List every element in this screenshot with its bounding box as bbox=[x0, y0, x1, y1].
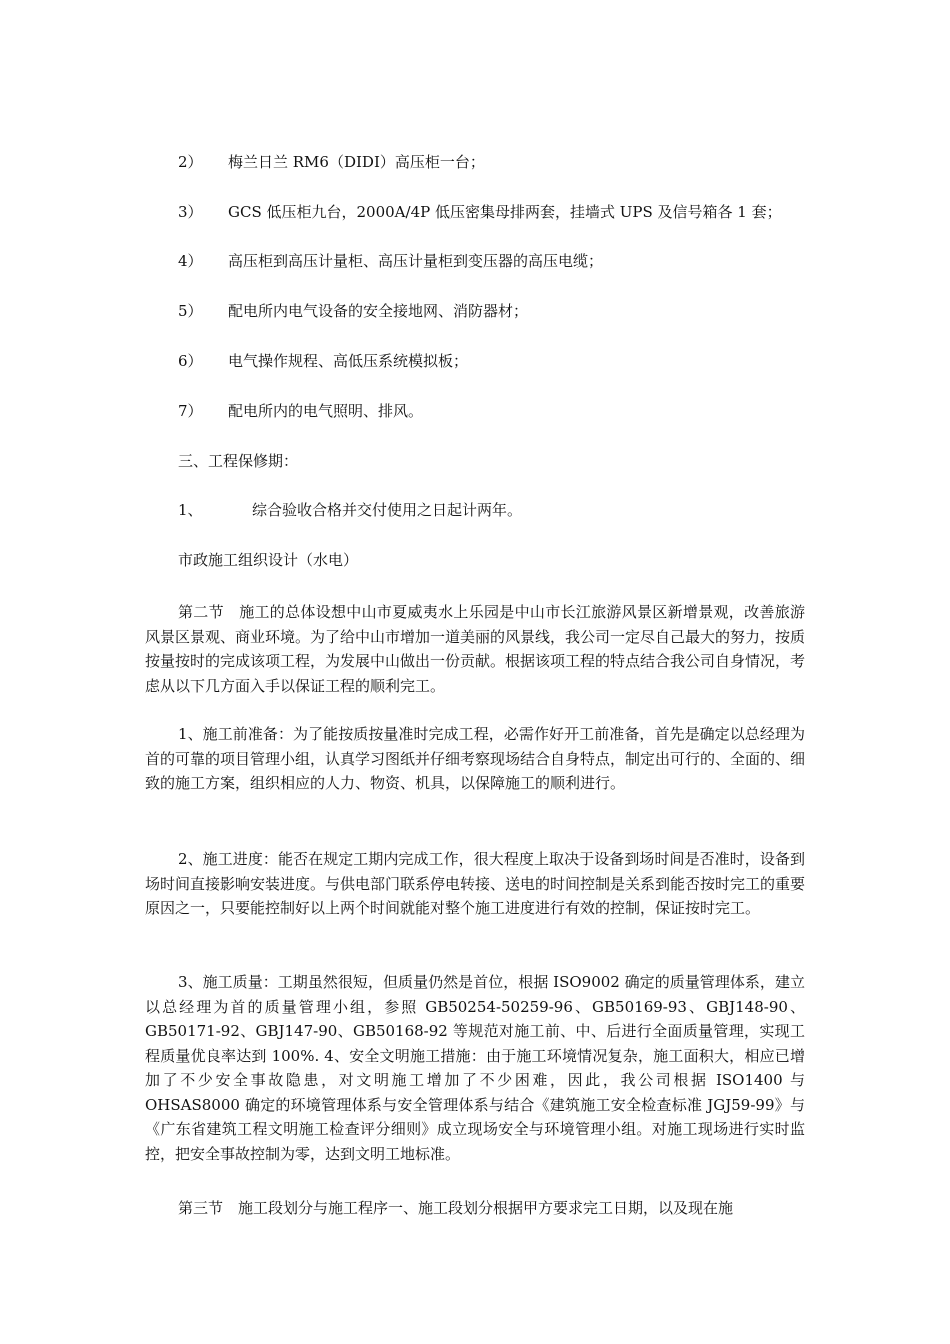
warranty-item-number: 1、 bbox=[178, 501, 203, 519]
warranty-item bbox=[178, 500, 522, 520]
list-item-text: 配电所内的电气照明、排风。 bbox=[228, 402, 424, 420]
paragraph-quality: 3、施工质量：工期虽然很短，但质量仍然是首位，根据 ISO9002 确定的质量管理体系，建立以总经理为首的质量管理小组，参照 GB50254-50259-96、GB50169-93、GBJ148-90、GB50171-92、GBJ147-90、GB50168-92 等规范对施工前、中、后进行全面质量管理，实现工程质量优良率达到 100%. 4、安全文明施工措施：由于施工环境情况复杂，施工面积大，相应已增加了不少安全事故隐患，对文明施工增加了不少困难，因此，我公司根据 ISO1400 与 OHSAS8000 确定的环境管理体系与安全管理体系与结合《建筑施工安全检查标准 JGJ59-99》与《广东省建筑工程文明施工检查评分细则》成立现场安全与环境管理小组。对施工现场进行实时监控，把安全事故控制为零，达到文明工地标准。 bbox=[145, 973, 805, 1163]
list-item-number: 5） bbox=[178, 302, 203, 320]
list-item bbox=[178, 401, 423, 421]
design-title: 市政施工组织设计（水电） bbox=[178, 551, 359, 569]
list-item-text: 配电所内电气设备的安全接地网、消防器材； bbox=[228, 302, 529, 320]
list-item-text: 梅兰日兰 RM6（DIDI）高压柜一台； bbox=[228, 153, 485, 171]
list-item-text: 高压柜到高压计量柜、高压计量柜到变压器的高压电缆； bbox=[228, 252, 604, 270]
list-item-text: 电气操作规程、高低压系统模拟板； bbox=[228, 352, 469, 370]
paragraph-preparation: 1、施工前准备：为了能按质按量准时完成工程，必需作好开工前准备，首先是确定以总经理为首的可靠的项目管理小组，认真学习图纸并仔细考察现场结合自身特点，制定出可行的、全面的、细致的施工方案，组织相应的人力、物资、机具，以保障施工的顺利进行。 bbox=[145, 725, 806, 792]
list-item bbox=[178, 301, 528, 321]
list-item-number: 7） bbox=[178, 402, 203, 420]
paragraph-progress: 2、施工进度：能否在规定工期内完成工作，很大程度上取决于设备到场时间是否准时，设备到场时间直接影响安装进度。与供电部门联系停电转接、送电的时间控制是关系到能否按时完工的重要原因之一，只要能控制好以上两个时间就能对整个施工进度进行有效的控制，保证按时完工。 bbox=[145, 850, 806, 917]
list-item bbox=[178, 152, 485, 172]
paragraph-section-three: 第三节 施工段划分与施工程序一、施工段划分根据甲方要求完工日期，以及现在施 bbox=[178, 1199, 734, 1217]
list-item-number: 6） bbox=[178, 352, 203, 370]
list-item-text: GCS 低压柜九台，2000A/4P 低压密集母排两套，挂墙式 UPS 及信号箱各 1 套； bbox=[228, 203, 782, 221]
list-item-number: 2） bbox=[178, 153, 203, 171]
list-item-number: 4） bbox=[178, 252, 203, 270]
warranty-item-text: 综合验收合格并交付使用之日起计两年。 bbox=[252, 501, 523, 519]
list-item bbox=[178, 351, 468, 371]
section-heading: 三、工程保修期： bbox=[178, 452, 299, 470]
list-item bbox=[178, 251, 603, 271]
list-item bbox=[178, 202, 782, 222]
list-item-number: 3） bbox=[178, 203, 203, 221]
paragraph-section-two: 第二节 施工的总体设想中山市夏威夷水上乐园是中山市长江旅游风景区新增景观，改善旅游风景区景观、商业环境。为了给中山市增加一道美丽的风景线，我公司一定尽自己最大的努力，按质按量按时的完成该项工程，为发展中山做出一份贡献。根据该项工程的特点结合我公司自身情况，考虑从以下几方面入手以保证工程的顺利完工。 bbox=[145, 603, 806, 695]
